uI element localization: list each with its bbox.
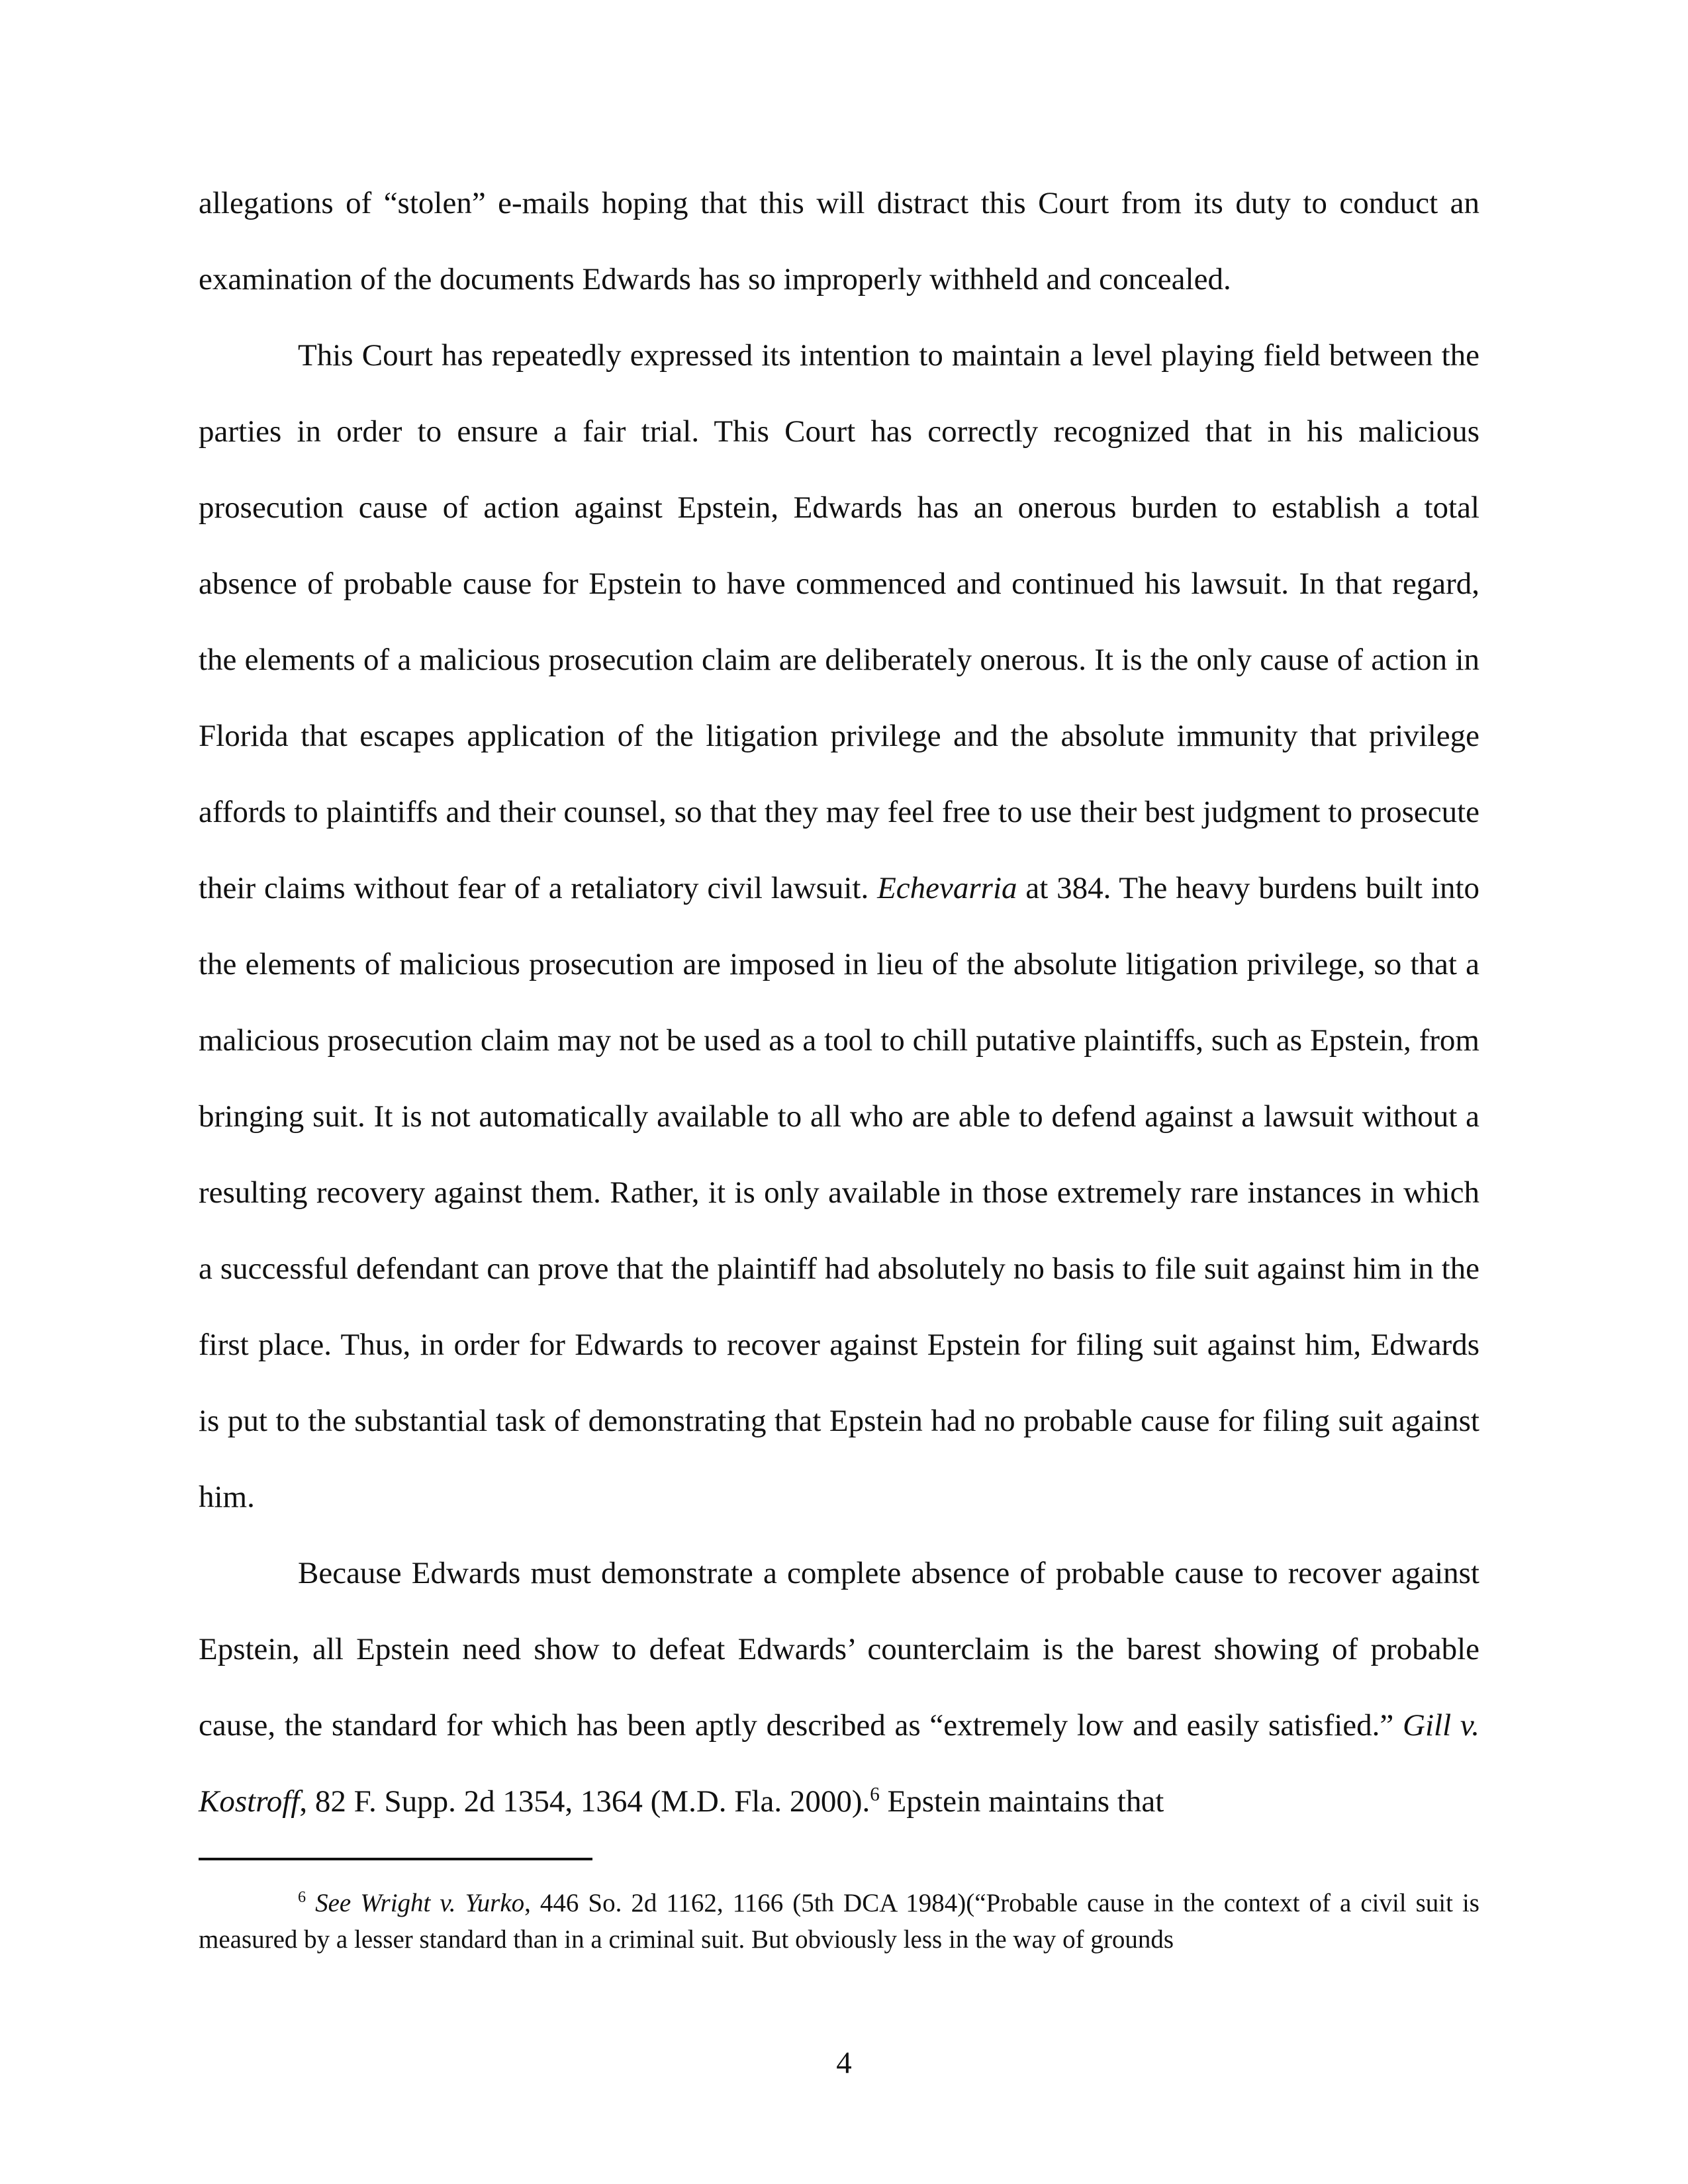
paragraph-1-text: allegations of “stolen” e-mails hoping that this will distract this Court from its duty to conduct an examination of the documents Edwards has so improperly withheld and concealed. [199, 186, 1479, 296]
footnote-text: , 446 So. 2d 1162, 1166 (5th DCA 1984)(“Probable cause in the context of a civil suit is measured by a lesser standard than in a criminal suit. But obviously less in the way of grounds [199, 1889, 1479, 1954]
footnote-reference[interactable]: 6 [870, 1784, 880, 1805]
paragraph-2-text-b: at 384. The heavy burdens built into the elements of malicious prosecution are imposed in lieu of the absolute litigation privilege, so that a malicious prosecution claim may not be used as a tool to chill putative plaintiffs, such as Epstein, from bringing suit. It is not automatically available to all who are able to defend against a lawsuit without a resulting recovery against them. Rather, it is only available in those extremely rare instances in which a successful defendant can prove that the plaintiff had absolutely no basis to file suit against him in the first place. Thus, in order for Edwards to recover against Epstein for filing suit against him, Edwards is put to the substantial task of demonstrating that Epstein had no probable cause for filing suit against him. [199, 871, 1479, 1514]
paragraph-3-text-c: Epstein maintains that [879, 1784, 1164, 1819]
footnote-number: 6 [298, 1888, 306, 1906]
document-body [199, 165, 1479, 1840]
case-citation-echevarria: Echevarria [877, 871, 1017, 905]
paragraph-2-text-a: This Court has repeatedly expressed its intention to maintain a level playing field between the parties in order to ensure a fair trial. This Court has correctly recognized that in his malicious prosecution cause of action against Epstein, Edwards has an onerous burden to establish a total absence of probable cause for Epstein to have commenced and continued his lawsuit. In that regard, the elements of a malicious prosecution claim are deliberately onerous. It is the only cause of action in Florida that escapes application of the litigation privilege and the absolute immunity that privilege affords to plaintiffs and their counsel, so that they may feel free to use their best judgment to prosecute their claims without fear of a retaliatory civil lawsuit. [199, 338, 1479, 905]
paragraph-3-text-a: Because Edwards must demonstrate a complete absence of probable cause to recover against Epstein, all Epstein need show to defeat Edwards’ counterclaim is the barest showing of probable cause, the standard for which has been aptly described as “extremely low and easily satisfied.” [199, 1556, 1479, 1743]
paragraph-probable-cause [199, 1535, 1479, 1840]
paragraph-continuation [199, 165, 1479, 318]
footnote-citation: See Wright v. Yurko [315, 1889, 525, 1917]
page-number: 4 [836, 2046, 852, 2080]
case-citation-gill: Gill v. Kostroff [199, 1708, 1479, 1819]
footnote-6 [199, 1885, 1479, 1958]
paragraph-level-playing-field [199, 318, 1479, 1535]
paragraph-3-text-b: , 82 F. Supp. 2d 1354, 1364 (M.D. Fla. 2000). [299, 1784, 870, 1819]
footnote-separator [199, 1858, 592, 1860]
